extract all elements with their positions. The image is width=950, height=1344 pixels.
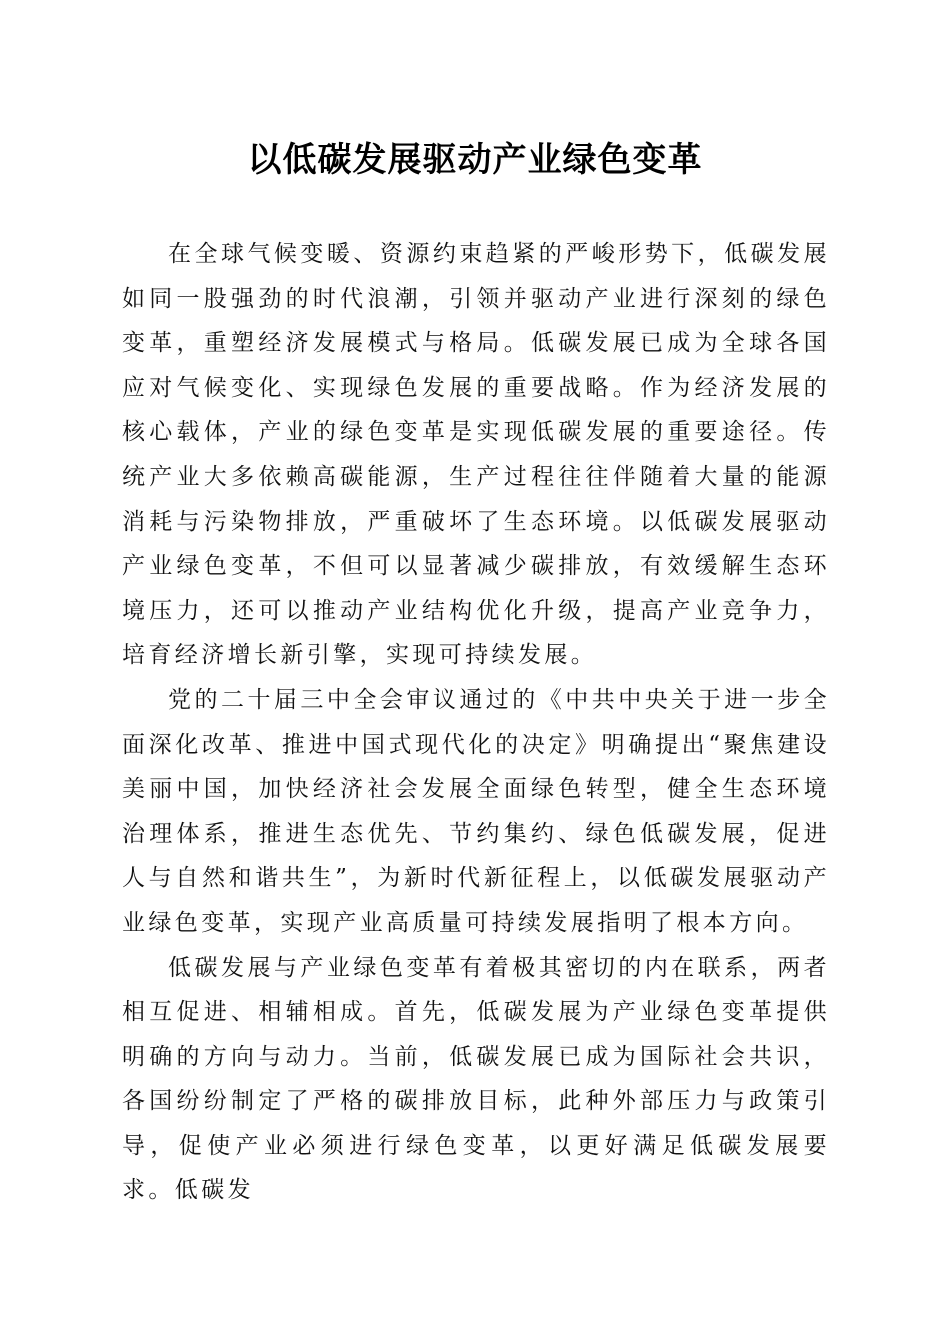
document-body — [122, 232, 830, 1213]
body-paragraph: 低碳发展与产业绿色变革有着极其密切的内在联系，两者相互促进、相辅相成。首先，低碳发展为产业绿色变革提供明确的方向与动力。当前，低碳发展已成为国际社会共识，各国纷纷制定了严格的碳排放目标，此种外部压力与政策引导，促使产业必须进行绿色变革，以更好满足低碳发展要求。低碳发 — [122, 954, 830, 1204]
body-paragraph: 在全球气候变暖、资源约束趋紧的严峻形势下，低碳发展如同一股强劲的时代浪潮，引领并驱动产业进行深刻的绿色变革，重塑经济发展模式与格局。低碳发展已成为全球各国应对气候变化、实现绿色发展的重要战略。作为经济发展的核心载体，产业的绿色变革是实现低碳发展的重要途径。传统产业大多依赖高碳能源，生产过程往往伴随着大量的能源消耗与污染物排放，严重破坏了生态环境。以低碳发展驱动产业绿色变革，不但可以显著减少碳排放，有效缓解生态环境压力，还可以推动产业结构优化升级，提高产业竞争力，培育经济增长新引擎，实现可持续发展。 — [122, 241, 830, 669]
body-paragraph: 党的二十届三中全会审议通过的《中共中央关于进一步全面深化改革、推进中国式现代化的决定》明确提出“聚焦建设美丽中国，加快经济社会发展全面绿色转型，健全生态环境治理体系，推进生态优先、节约集约、绿色低碳发展，促进人与自然和谐共生”，为新时代新征程上，以低碳发展驱动产业绿色变革，实现产业高质量可持续发展指明了根本方向。 — [122, 686, 830, 936]
document-title: 以低碳发展驱动产业绿色变革 — [247, 140, 703, 180]
